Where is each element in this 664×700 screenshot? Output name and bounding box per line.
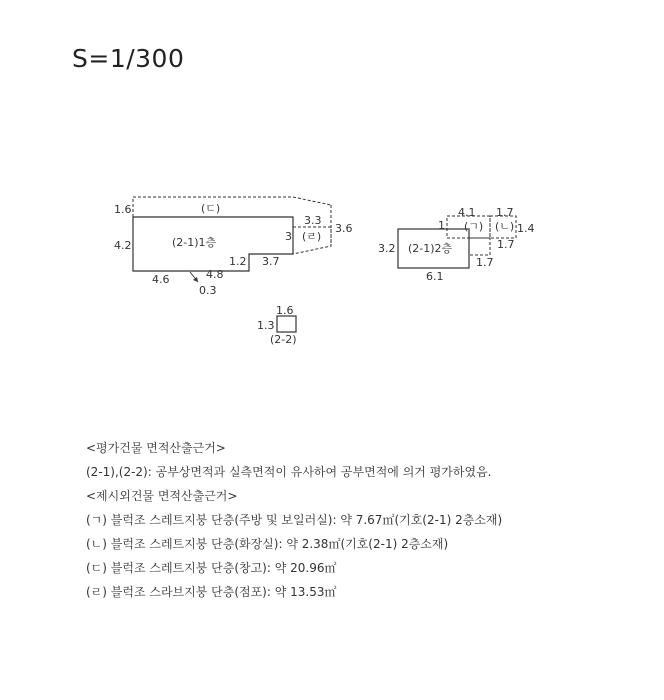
note-line: (ㄱ) 블럭조 스레트지붕 단층(주방 및 보일러실): 약 7.67㎡(기호(2-1) 2층소재) — [86, 513, 503, 527]
building-2-label: (2-1)2층 — [408, 242, 453, 255]
dim-4-6: 4.6 — [152, 273, 170, 286]
dim-6-1: 6.1 — [426, 270, 444, 283]
building-3-label: (2-2) — [270, 333, 297, 346]
dim-3-6: 3.6 — [335, 222, 353, 235]
dim-4-1: 4.1 — [458, 206, 476, 219]
note-line: (ㄹ) 블럭조 스라브지붕 단층(점포): 약 13.53㎡ — [86, 585, 337, 599]
note-heading-extra: <제시외건물 면적산출근거> — [86, 489, 238, 503]
pointer-arrowhead — [193, 277, 198, 282]
note-line: (ㄷ) 블럭조 스레트지붕 단층(창고): 약 20.96㎡ — [86, 561, 337, 575]
note-line: (2-1),(2-2): 공부상면적과 실측면적이 유사하여 공부면적에 의거 평가하였음. — [86, 465, 492, 479]
dim-1-6: 1.6 — [114, 203, 132, 216]
annex-c-label: (ㄷ) — [201, 202, 221, 215]
area-notes — [86, 436, 502, 604]
note-heading-eval: <평가건물 면적산출근거> — [86, 441, 226, 455]
annex-a-label: (ㄱ) — [464, 220, 484, 233]
building-3-outline — [277, 316, 296, 332]
annex-d-label: (ㄹ) — [302, 230, 322, 243]
dim-3-7: 3.7 — [262, 255, 280, 268]
dim-1-4: 1.4 — [517, 222, 535, 235]
dim-1-6-b3: 1.6 — [276, 304, 294, 317]
dim-1: 1 — [438, 219, 445, 232]
scale-label: S=1/300 — [72, 44, 185, 73]
dim-1-7-top: 1.7 — [496, 206, 514, 219]
dim-3-2: 3.2 — [378, 242, 396, 255]
dim-1-7-right: 1.7 — [497, 238, 515, 251]
annex-b-label: (ㄴ) — [495, 220, 515, 233]
dim-1-2: 1.2 — [229, 255, 247, 268]
dim-4-2: 4.2 — [114, 239, 132, 252]
dim-0-3: 0.3 — [199, 284, 217, 297]
dim-1-7-bottom: 1.7 — [476, 256, 494, 269]
dim-3: 3 — [285, 230, 292, 243]
building-1-label: (2-1)1층 — [172, 236, 217, 249]
annex-c-outline — [133, 197, 331, 217]
dim-1-3: 1.3 — [257, 319, 275, 332]
dim-3-3: 3.3 — [304, 214, 322, 227]
note-line: (ㄴ) 블럭조 스레트지붕 단층(화장실): 약 2.38㎡(기호(2-1) 2층소재) — [86, 537, 449, 551]
annex-ext-outline — [469, 238, 490, 255]
dim-4-8: 4.8 — [206, 268, 224, 281]
